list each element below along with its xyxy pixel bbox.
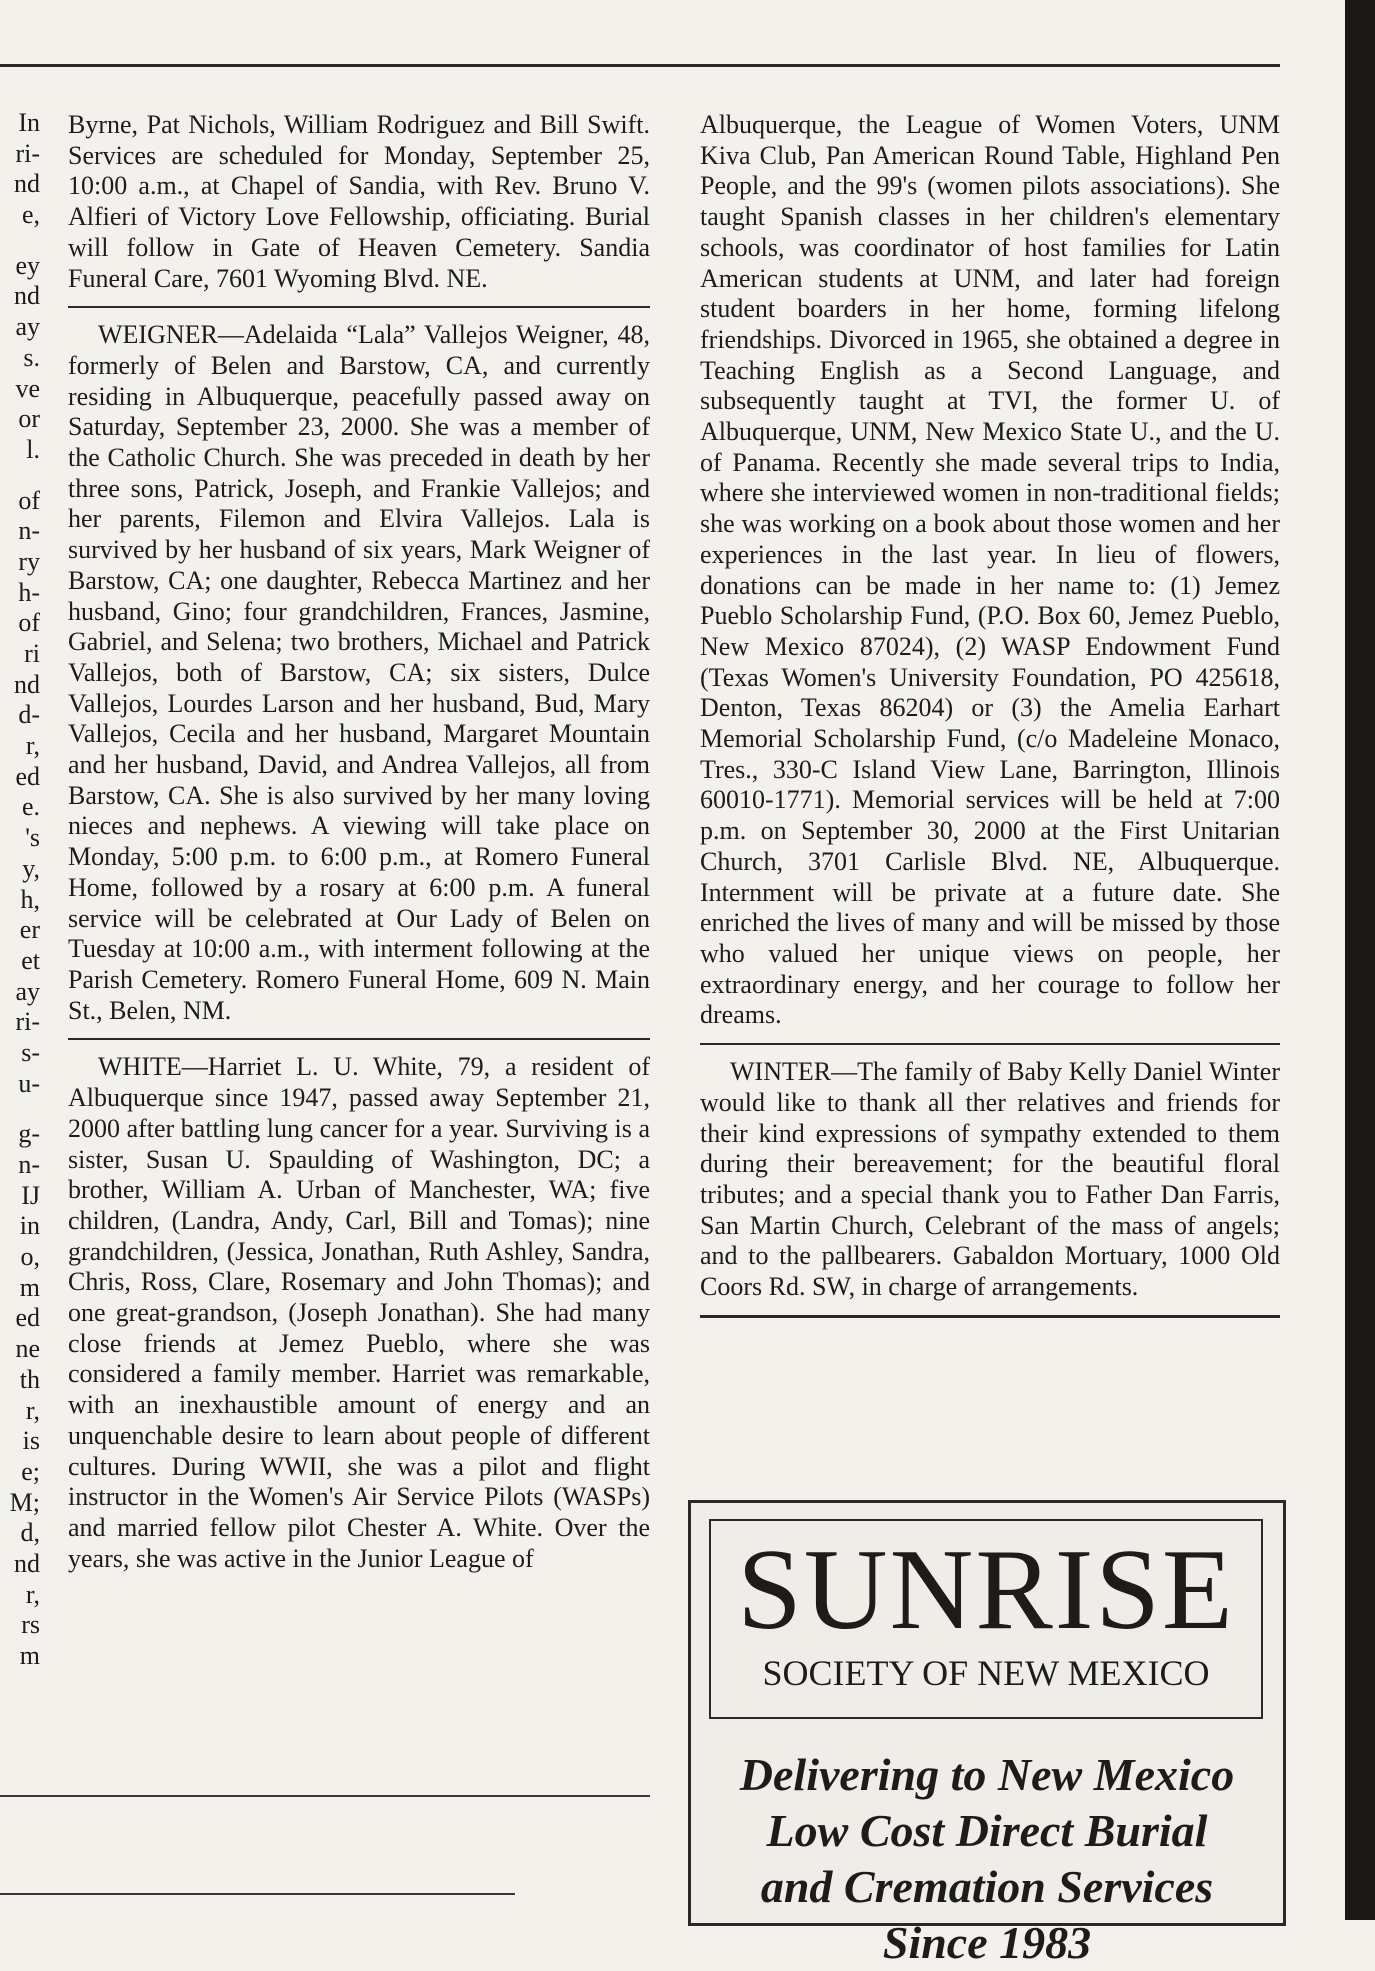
ad-tagline-line: Low Cost Direct Burial [766, 1805, 1208, 1856]
edge-fragment: d, [20, 1518, 40, 1548]
edge-fragment: y, [22, 853, 40, 883]
obituary-column-middle [68, 110, 650, 1574]
edge-fragment: ey [15, 250, 40, 280]
edge-fragment: or [18, 404, 40, 434]
edge-fragment: ed [15, 761, 40, 791]
edge-fragment: ri- [15, 138, 40, 168]
edge-fragment: s- [21, 1037, 40, 1067]
ad-tagline [691, 1747, 1283, 1971]
obituary-separator [700, 1043, 1280, 1045]
edge-fragment: r, [25, 1395, 40, 1425]
ad-title: SUNRISE [737, 1526, 1235, 1654]
edge-fragment: o, [20, 1242, 40, 1272]
bottom-rule [0, 1795, 650, 1797]
edge-fragment: d- [18, 700, 40, 730]
edge-gap [0, 466, 40, 486]
obituary-separator [68, 1038, 650, 1040]
edge-fragment: ri [24, 639, 40, 668]
edge-fragment: 's [25, 823, 40, 853]
edge-fragment: u- [18, 1068, 40, 1098]
edge-fragment: m [19, 1641, 40, 1670]
edge-fragment: nd [14, 281, 40, 311]
edge-fragment: ve [15, 373, 40, 403]
edge-fragment: et [21, 945, 40, 975]
edge-fragment: in [19, 1211, 40, 1241]
obituary-continued-text: Byrne, Pat Nichols, William Rodriguez and Bill Swift. Services are scheduled for Monday, September 25, 10:00 a.m., at Chapel of Sandia, with Rev. Bruno V. Alfieri of Victory Love Fellowship, officiating. Burial will follow in Gate of Heaven Cemetery. Sandia Funeral Care, 7601 Wyoming Blvd. NE. [68, 110, 650, 293]
obituary-column-right [700, 110, 1280, 1330]
edge-fragment: is [22, 1426, 40, 1456]
edge-fragment: ay [15, 312, 40, 342]
edge-fragment: of [18, 485, 40, 515]
obituary-weigner: WEIGNER—Adelaida “Lala” Vallejos Weigner, 48, formerly of Belen and Barstow, CA, and currently residing in Albuquerque, peacefully passed away on Saturday, September 23, 2000. She was a member of the Catholic Church. She was preceded in death by her three sons, Patrick, Joseph, and Frankie Vallejos; and her parents, Filemon and Elvira Vallejos. Lala is survived by her husband of six years, Mark Weigner of Barstow, CA; one daughter, Rebecca Martinez and her husband, Gino; four grandchildren, Frances, Jasmine, Gabriel, and Selena; two brothers, Michael and Patrick Vallejos, both of Barstow, CA; six sisters, Dulce Vallejos, Lourdes Larson and her husband, Bud, Mary Vallejos, Cecila and her husband, Margaret Mountain and her husband, David, and Andrea Vallejos, all from Barstow, CA. She is also survived by her many loving nieces and nephews. A viewing will take place on Monday, 5:00 p.m. to 6:00 p.m., at Romero Funeral Home, followed by a rosary at 6:00 p.m. A funeral service will be celebrated at Our Lady of Belen on Tuesday at 10:00 a.m., with interment following at the Parish Cemetery. Romero Funeral Home, 609 N. Main St., Belen, NM. [68, 320, 650, 1025]
edge-fragment: e, [21, 200, 40, 230]
edge-fragment: rs [21, 1610, 40, 1640]
obituary-white-part2: Albuquerque, the League of Women Voters, UNM Kiva Club, Pan American Round Table, Highland Pen People, and the 99's (women pilots associations). She taught Spanish classes in her children's elementary schools, was coordinator of host families for Latin American students at UNM, and later had foreign student boarders in her home, forming lifelong friendships. Divorced in 1965, she obtained a degree in Teaching English as a Second Language, and subsequently taught at TVI, the former U. of Albuquerque, UNM, New Mexico State U., and the U. of Panama. Recently she made several trips to India, where she interviewed women in non-traditional fields; she was working on a book about those women and her experiences in the last year. In lieu of flowers, donations can be made in her name to: (1) Jemez Pueblo Scholarship Fund, (P.O. Box 60, Jemez Pueblo, New Mexico 87024), (2) WASP Endowment Fund (Texas Women's University Foundation, PO 425618, Denton, Texas 86204) or (3) the Amelia Earhart Memorial Scholarship Fund, (c/o Madeleine Monaco, Tres., 330-C Island View Lane, Barrington, Illinois 60010-1771). Memorial services will be held at 7:00 p.m. on September 30, 2000 at the First Unitarian Church, 3701 Carlisle Blvd. NE, Albuquerque. Internment will be private at a future date. She enriched the lives of many and will be missed by those who valued her unique views on people, her extraordinary energy, and her courage to follow her dreams. [700, 110, 1280, 1030]
edge-fragment: nd [14, 1548, 40, 1578]
edge-fragment: n- [18, 1150, 40, 1179]
ad-tagline-line: Since 1983 [882, 1917, 1092, 1968]
edge-gap [0, 1099, 40, 1119]
edge-fragment: e. [21, 792, 40, 822]
edge-fragment: IJ [21, 1180, 40, 1210]
edge-fragment: ed [15, 1303, 40, 1333]
edge-gap [0, 231, 40, 251]
edge-fragment: ri- [15, 1007, 40, 1037]
ad-subtitle: SOCIETY OF NEW MEXICO [762, 1653, 1210, 1693]
edge-fragment: h, [20, 884, 40, 914]
edge-fragment: of [18, 608, 40, 638]
ad-tagline-line: Delivering to New Mexico [739, 1749, 1235, 1800]
edge-fragment: th [19, 1364, 40, 1394]
edge-fragment: nd [14, 169, 40, 199]
page-edge-shadow [1345, 0, 1375, 1920]
edge-fragment: ry [18, 546, 40, 576]
edge-fragment: r, [25, 731, 40, 761]
edge-fragment: m [19, 1272, 40, 1302]
edge-fragment: s. [23, 342, 40, 372]
edge-fragment: h- [18, 577, 40, 607]
edge-fragment: er [19, 915, 40, 945]
left-edge-fragments [0, 108, 40, 1672]
obituary-white-part1: WHITE—Harriet L. U. White, 79, a resident of Albuquerque since 1947, passed away September 21, 2000 after battling lung cancer for a year. Surviving is a sister, Susan U. Spaulding of Washington, DC; a brother, William A. Urban of Manchester, WA; five children, (Landra, Andy, Carl, Bill and Tomas); nine grandchildren, (Jessica, Jonathan, Ruth Ashley, Sandra, Chris, Ross, Clare, Rosemary and John Thomas); and one great-grandson, (Joseph Jonathan). She had many close friends at Jemez Pueblo, where she was considered a family member. Harriet was remarkable, with an inexhaustible amount of energy and an unquenchable desire to learn about people of different cultures. During WWII, she was a pilot and flight instructor in the Women's Air Service Pilots (WASPs) and married fellow pilot Chester A. White. Over the years, she was active in the Junior League of [68, 1052, 650, 1573]
edge-fragment: l. [26, 434, 40, 464]
ad-logo-box [709, 1519, 1263, 1719]
column-end-rule [700, 1315, 1280, 1318]
sunrise-advertisement [688, 1500, 1286, 1968]
edge-fragment: M; [9, 1487, 40, 1517]
bottom-rule-lower [0, 1893, 515, 1895]
edge-fragment: r, [25, 1579, 40, 1609]
edge-fragment: ne [15, 1334, 40, 1364]
edge-fragment: e; [21, 1456, 40, 1486]
edge-fragment: nd [14, 669, 40, 699]
obituary-winter: WINTER—The family of Baby Kelly Daniel Winter would like to thank all ther relatives and friends for their kind expressions of sympathy extended to them during their bereavement; for the beautiful floral tributes; and a special thank you to Father Dan Farris, San Martin Church, Celebrant of the mass of angels; and to the pallbearers. Gabaldon Mortuary, 1000 Old Coors Rd. SW, in charge of arrangements. [700, 1057, 1280, 1302]
top-rule [0, 64, 1280, 67]
edge-fragment: n- [18, 516, 40, 546]
edge-fragment: g- [18, 1119, 40, 1149]
edge-fragment: In [18, 108, 40, 137]
obituary-separator [68, 306, 650, 308]
ad-tagline-line: and Cremation Services [760, 1861, 1214, 1912]
edge-fragment: ay [15, 976, 40, 1006]
